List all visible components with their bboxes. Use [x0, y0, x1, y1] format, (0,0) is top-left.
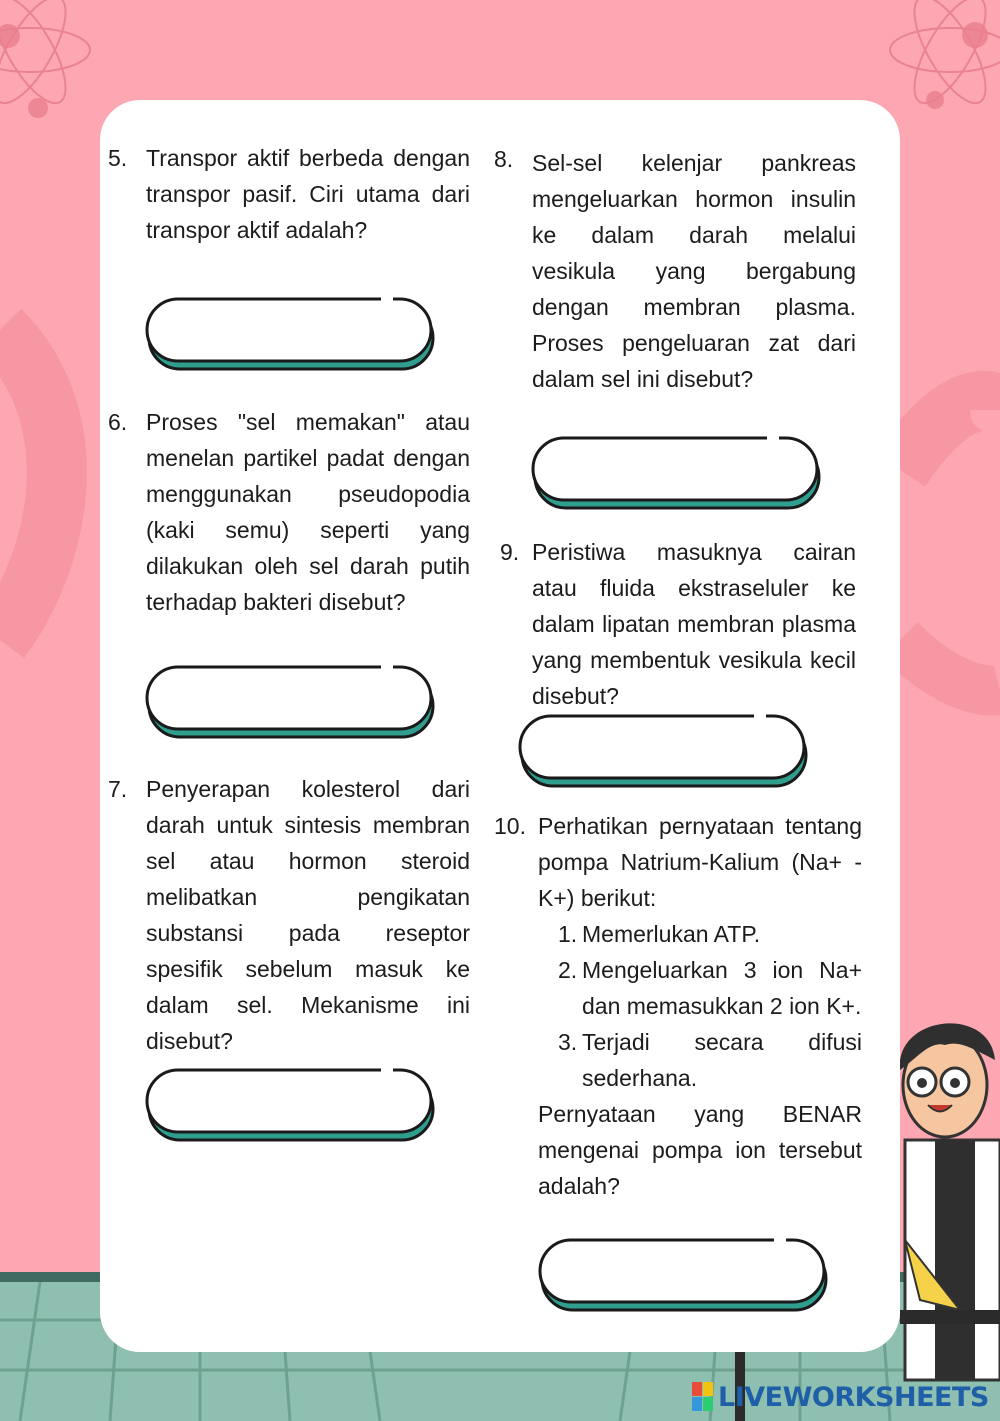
question-text: Transpor aktif berbeda dengan transpor pasif. Ciri utama dari transpor aktif adalah?	[146, 145, 470, 243]
question-number: 7.	[108, 776, 128, 802]
answer-box-8[interactable]	[531, 434, 823, 514]
answer-input[interactable]	[155, 307, 427, 353]
statement-list	[558, 916, 862, 1096]
statement-item	[558, 1024, 862, 1096]
logo-text: LIVEWORKSHEETS	[718, 1381, 989, 1413]
statement-number: 1.	[558, 921, 578, 947]
question-intro: Perhatikan pernyataan tentang pompa Natrium-Kalium (Na+ - K+) berikut:	[538, 813, 862, 911]
answer-box-7[interactable]	[145, 1066, 437, 1146]
question-8	[494, 145, 856, 397]
question-number: 5.	[108, 145, 128, 171]
answer-input[interactable]	[541, 446, 813, 492]
answer-input[interactable]	[528, 724, 800, 770]
question-text: Penyerapan kolesterol dari darah untuk sintesis membran sel atau hormon steroid melibatkan pengikatan substansi pada reseptor spesifik sebelum masuk ke dalam sel. Mekanisme ini disebut?	[146, 776, 470, 1054]
answer-box-10[interactable]	[538, 1236, 830, 1316]
answer-input[interactable]	[155, 1078, 427, 1124]
logo-mark-icon	[692, 1382, 714, 1412]
statement-text: Mengeluarkan 3 ion Na+ dan memasukkan 2 ion K+.	[582, 957, 862, 1019]
statement-text: Memerlukan ATP.	[582, 921, 761, 947]
answer-input[interactable]	[548, 1248, 820, 1294]
question-number: 6.	[108, 409, 128, 435]
statement-item	[558, 916, 862, 952]
statement-text: Terjadi secara difusi sederhana.	[582, 1029, 862, 1091]
question-9	[494, 534, 856, 714]
question-number: 10.	[494, 813, 526, 839]
question-7	[108, 771, 470, 1059]
statement-item	[558, 952, 862, 1024]
question-6	[108, 404, 470, 620]
question-text: Sel-sel kelenjar pankreas mengeluarkan hormon insulin ke dalam darah melalui vesikula yang bergabung dengan membran plasma. Proses pengeluaran zat dari dalam sel ini disebut?	[532, 150, 856, 392]
liveworksheets-logo	[692, 1380, 989, 1414]
answer-input[interactable]	[155, 675, 427, 721]
question-10	[494, 808, 862, 1204]
atom-icon-right	[890, 0, 1000, 113]
question-number: 8.	[494, 146, 514, 172]
statement-number: 2.	[558, 957, 578, 983]
answer-box-9[interactable]	[518, 712, 810, 792]
statement-number: 3.	[558, 1029, 578, 1055]
question-5	[108, 140, 470, 248]
scientist-illustration	[900, 1023, 1000, 1380]
question-number: 9.	[500, 539, 520, 565]
answer-box-5[interactable]	[145, 295, 437, 375]
question-text: Proses "sel memakan" atau menelan partikel padat dengan menggunakan pseudopodia (kaki semu) seperti yang dilakukan oleh sel darah putih terhadap bakteri disebut?	[146, 409, 470, 615]
question-closing: Pernyataan yang BENAR mengenai pompa ion tersebut adalah?	[538, 1101, 862, 1199]
atom-icon-left	[0, 0, 90, 113]
question-text: Peristiwa masuknya cairan atau fluida ekstraseluler ke dalam lipatan membran plasma yang membentuk vesikula kecil disebut?	[532, 539, 856, 709]
answer-box-6[interactable]	[145, 663, 437, 743]
